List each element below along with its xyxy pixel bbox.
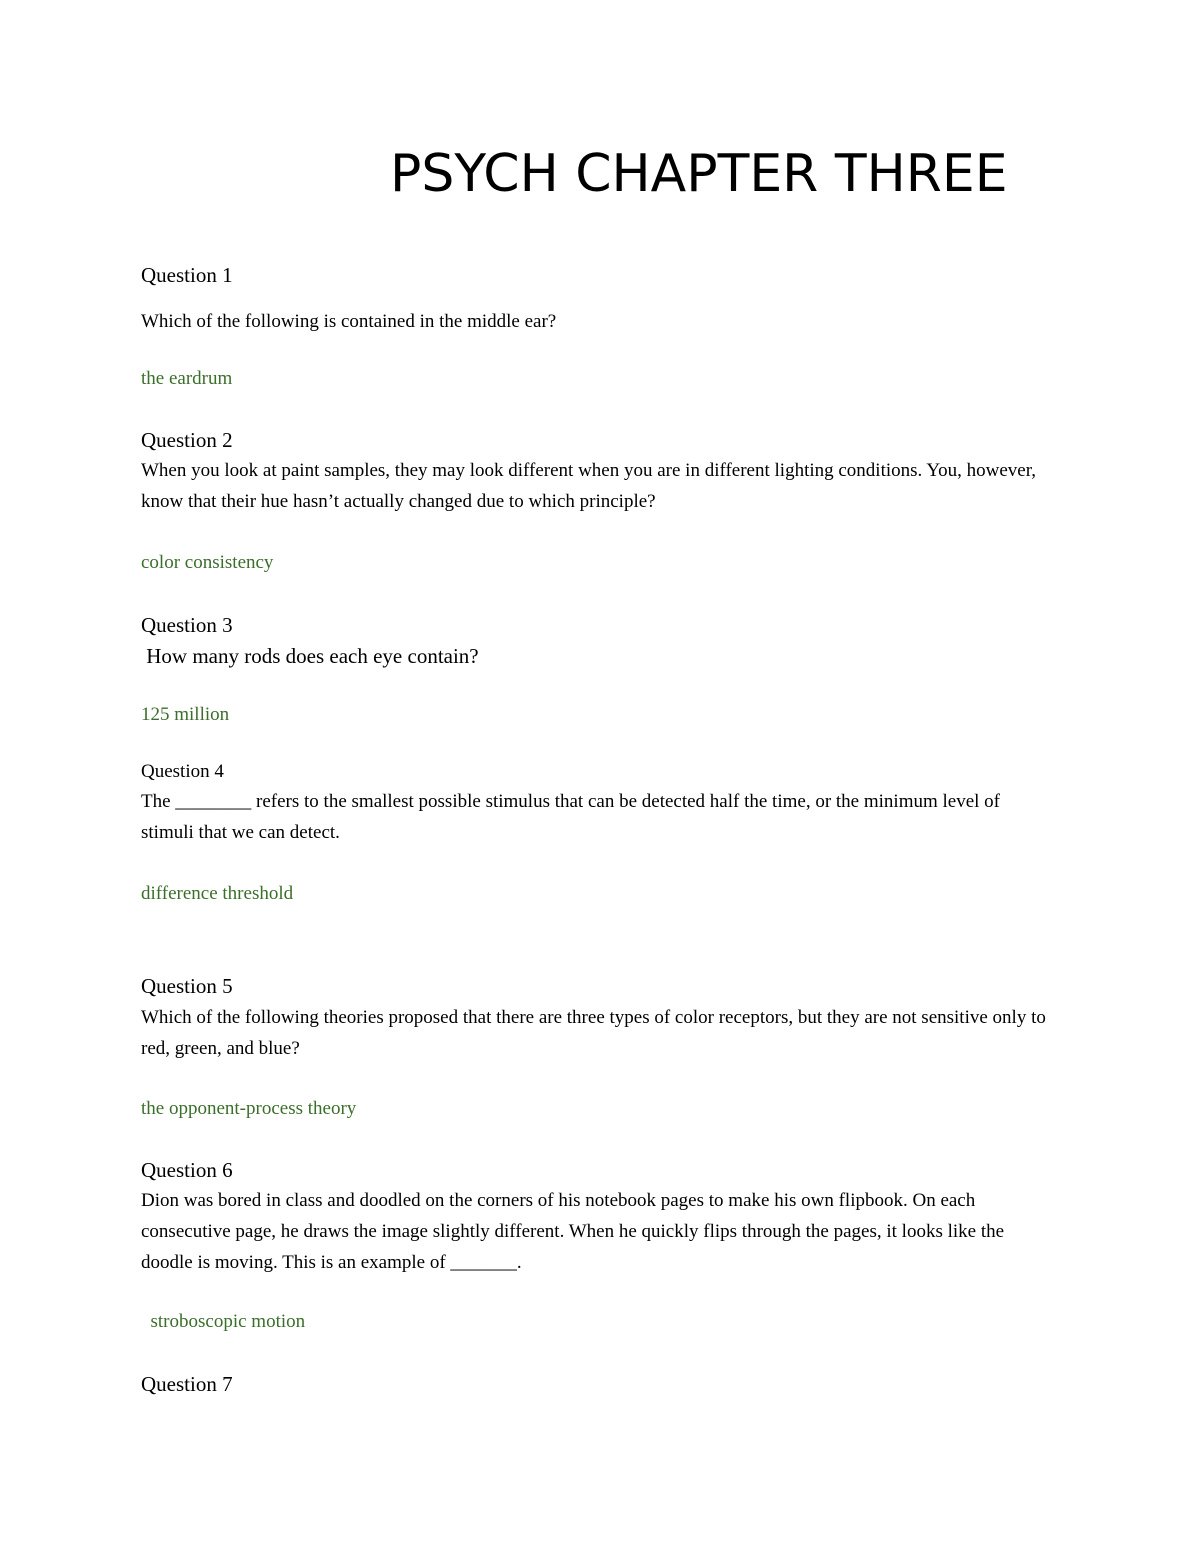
question-1-label: Question 1 [141, 263, 233, 287]
question-5-text: Which of the following theories proposed that there are three types of color receptors, but they are not sensitive only to red, green, and blue? [141, 1007, 1046, 1059]
question-7-label: Question 7 [141, 1372, 233, 1396]
question-4-text: The ________ refers to the smallest possible stimulus that can be detected half the time, or the minimum level of stimuli that we can detect. [141, 791, 1001, 843]
question-3-label: Question 3 [141, 613, 233, 637]
question-2-label: Question 2 [141, 428, 233, 452]
question-5-answer: the opponent-process theory [141, 1098, 357, 1119]
question-4-label: Question 4 [141, 761, 224, 782]
question-1-answer: the eardrum [141, 368, 233, 389]
document-title: PSYCH CHAPTER THREE [390, 144, 1008, 204]
question-2-answer: color consistency [141, 552, 274, 573]
question-2-text: When you look at paint samples, they may look different when you are in different lighting conditions. You, however, know that their hue hasn’t actually changed due to which principle? [141, 460, 1037, 512]
question-4-answer: difference threshold [141, 883, 294, 904]
question-3-text: How many rods does each eye contain? [141, 644, 479, 668]
question-5-label: Question 5 [141, 974, 233, 998]
question-6-answer: stroboscopic motion [141, 1311, 306, 1332]
question-1-text: Which of the following is contained in the middle ear? [141, 311, 557, 332]
question-6-label: Question 6 [141, 1158, 233, 1182]
question-3-answer: 125 million [141, 704, 230, 725]
question-6-text: Dion was bored in class and doodled on the corners of his notebook pages to make his own flipbook. On each consecutive page, he draws the image slightly different. When he quickly flips through the pages, it looks like the doodle is moving. This is an example of _______. [141, 1190, 1005, 1273]
